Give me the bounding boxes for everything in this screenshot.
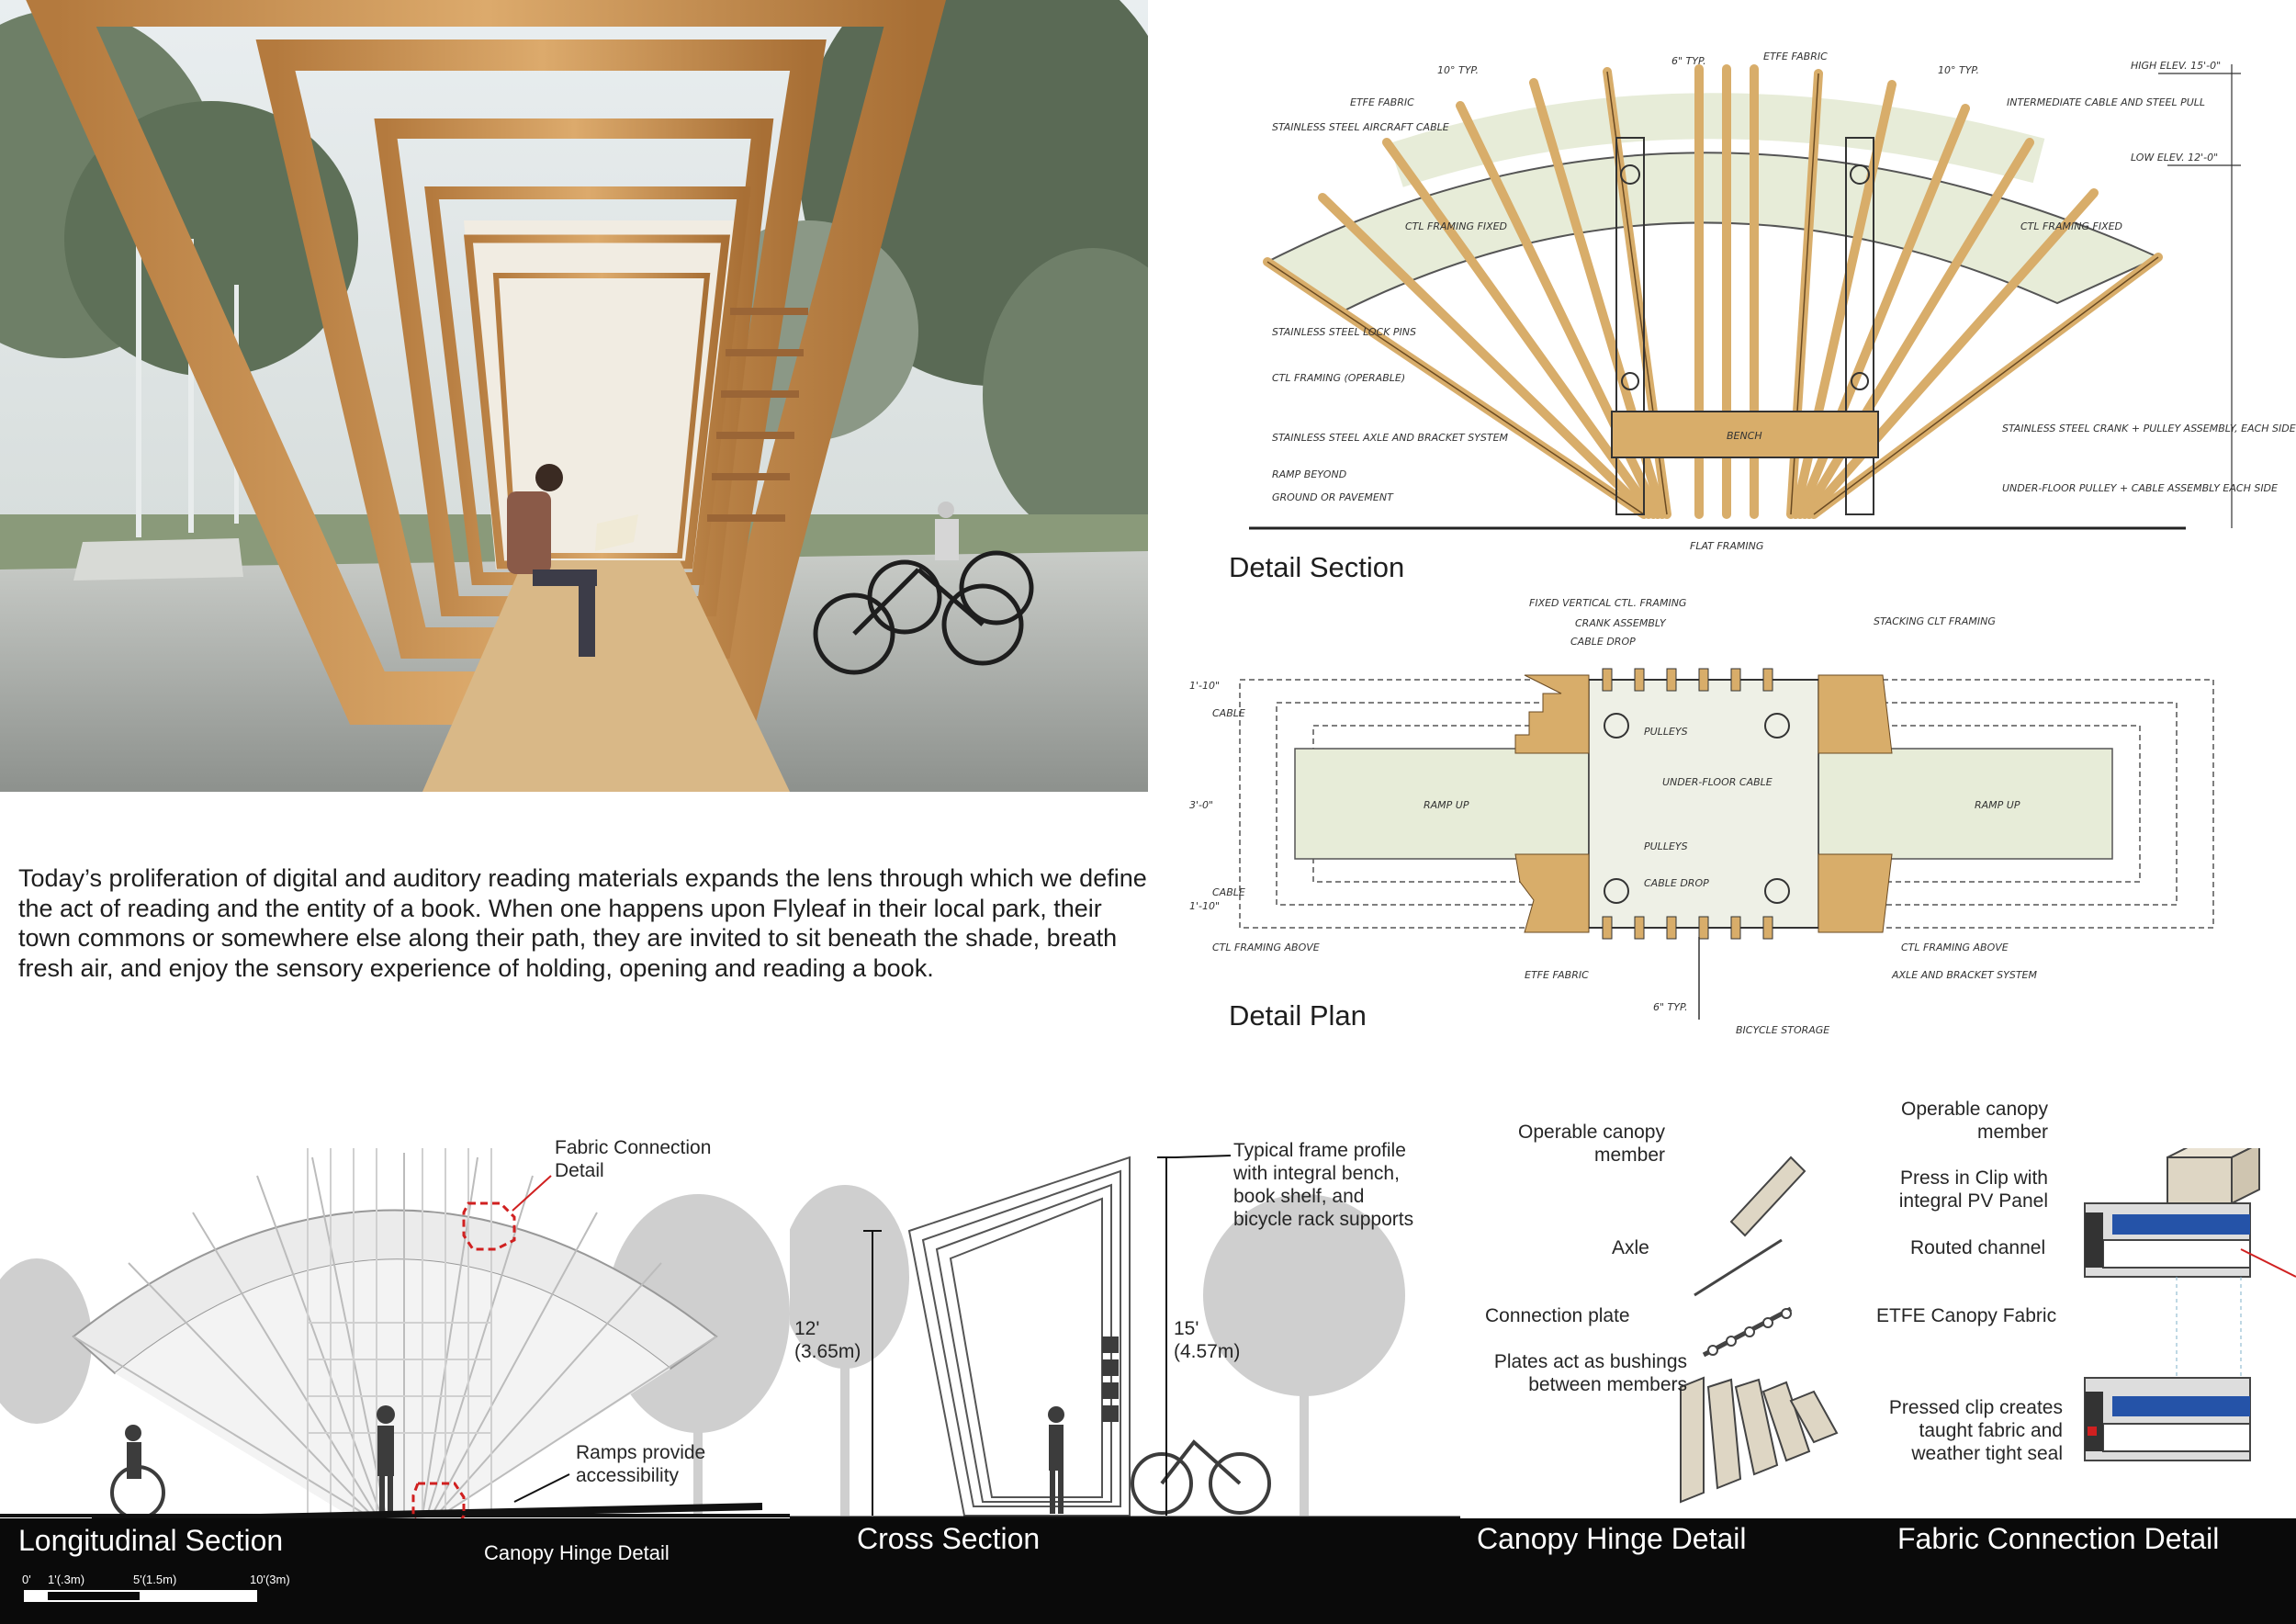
scale-label-1: 1'(.3m) [48,1573,85,1586]
dp-note-pulleys-top: PULLEYS [1644,726,1688,738]
canopy-hinge-title: Canopy Hinge Detail [1477,1522,1747,1555]
ds-note-etfe: ETFE FABRIC [1350,96,1414,108]
dp-note-ramp-left: RAMP UP [1424,799,1469,811]
scale-label-0: 0' [22,1573,31,1586]
pavilion-rendering [0,0,1148,792]
fabric-connection-callout: Fabric Connection Detail [555,1137,712,1181]
intro-paragraph: Today’s proliferation of digital and auditory reading materials expands the lens through which we define the act of reading and the entity of a book. When one happens upon Flyleaf in their local park, their town commons or somewhere else along their path, they are invited to sit beneath the shade, breath fresh air, and enjoy the sensory experience of holding, opening and reading a book. [18,864,1147,982]
ds-note-axle: STAINLESS STEEL AXLE AND BRACKET SYSTEM [1272,432,1509,444]
dp-note-cable-drop-2: CABLE DROP [1644,877,1709,889]
dp-note-ctl-above-left: CTL FRAMING ABOVE [1212,942,1320,953]
fabric-etfe-callout: ETFE Canopy Fabric [1876,1305,2057,1326]
hinge-operable-callout: Operable canopy member [1518,1122,1665,1166]
ds-note-etfe-2: ETFE FABRIC [1763,51,1828,62]
detail-section-drawing [1212,28,2296,588]
rendering [0,0,1148,792]
fabric-channel-callout: Routed channel [1910,1237,2046,1258]
frame-profile-callout: Typical frame profile with integral bench, book shelf, and bicycle rack supports [1233,1140,1414,1230]
ds-note-cable: STAINLESS STEEL AIRCRAFT CABLE [1272,121,1449,133]
fabric-operable-callout: Operable canopy member [1901,1099,2048,1143]
ramps-callout: Ramps provide accessibility [576,1442,706,1486]
dp-note-6-typ: 6" TYP. [1653,1001,1688,1013]
detail-section-label: Detail Section [1229,551,1405,583]
fabric-connection-title: Fabric Connection Detail [1897,1522,2220,1555]
ds-note-ctl-fixed: CTL FRAMING FIXED [1405,220,1508,232]
scale-bar [24,1590,257,1602]
dp-note-pulleys-bottom: PULLEYS [1644,840,1688,852]
canopy-hinge-callout: Canopy Hinge Detail [484,1541,670,1564]
dp-note-cable-top: CABLE [1212,707,1245,719]
ds-note-intermediate: INTERMEDIATE CABLE AND STEEL PULL [2007,96,2206,108]
ds-note-bench: BENCH [1727,430,1762,442]
ds-note-lock-pins: STAINLESS STEEL LOCK PINS [1272,326,1416,338]
dp-note-dim-1: 1'-10" [1189,680,1221,692]
ds-note-flat: FLAT FRAMING [1690,540,1764,552]
ds-note-high-elev: HIGH ELEV. 15'-0" [2131,60,2222,72]
ds-note-low-elev: LOW ELEV. 12'-0" [2131,152,2219,164]
dimension-15ft: 15' (4.57m) [1174,1318,1241,1362]
fabric-clip-callout: Press in Clip with integral PV Panel [1898,1167,2048,1212]
ds-note-ctl-fixed-2: CTL FRAMING FIXED [2020,220,2123,232]
ds-note-10-left: 10° TYP. [1437,64,1480,76]
dp-note-ctl-above-right: CTL FRAMING ABOVE [1901,942,2009,953]
dp-note-bicycle: BICYCLE STORAGE [1736,1024,1830,1036]
dp-note-ramp-right: RAMP UP [1975,799,2020,811]
dp-note-fixed: FIXED VERTICAL CTL. FRAMING [1529,597,1687,609]
ds-note-10-right: 10° TYP. [1938,64,1980,76]
dp-note-axle: AXLE AND BRACKET SYSTEM [1892,969,2037,981]
longitudinal-section-title: Longitudinal Section [18,1524,284,1557]
dp-note-dim-3: 1'-10" [1189,900,1221,912]
hinge-bushings-callout: Plates act as bushings between members [1493,1351,1687,1395]
fabric-pressed-callout: Pressed clip creates taught fabric and weather tight seal [1888,1397,2063,1464]
ds-note-ctl-operable: CTL FRAMING (OPERABLE) [1272,372,1406,384]
hinge-plate-callout: Connection plate [1485,1305,1630,1326]
fabric-connection-drawing [2076,1148,2296,1488]
ds-note-underfloor: UNDER-FLOOR PULLEY + CABLE ASSEMBLY EACH SIDE [2002,482,2278,494]
dp-note-cable-drop: CABLE DROP [1570,636,1636,648]
scale-label-5: 5'(1.5m) [133,1573,177,1586]
ds-note-6-typ: 6" TYP. [1671,55,1706,67]
ds-note-crank: STAINLESS STEEL CRANK + PULLEY ASSEMBLY, EACH SIDE [2002,423,2296,434]
dp-note-etfe: ETFE FABRIC [1525,969,1589,981]
ds-note-ground: GROUND OR PAVEMENT [1272,491,1393,503]
dp-note-underfloor: UNDER-FLOOR CABLE [1662,776,1773,788]
ds-note-ramp: RAMP BEYOND [1272,468,1347,480]
detail-plan-label: Detail Plan [1229,999,1367,1032]
dp-note-cable-bottom: CABLE [1212,886,1245,898]
hinge-axle-callout: Axle [1612,1237,1649,1258]
dp-note-crank: CRANK ASSEMBLY [1575,617,1666,629]
dp-note-stacking: STACKING CLT FRAMING [1874,615,1996,627]
scale-label-10: 10'(3m) [250,1573,290,1586]
dimension-12ft: 12' (3.65m) [794,1318,861,1362]
dp-note-dim-2: 3'-0" [1189,799,1214,811]
cross-section-title: Cross Section [857,1522,1041,1555]
